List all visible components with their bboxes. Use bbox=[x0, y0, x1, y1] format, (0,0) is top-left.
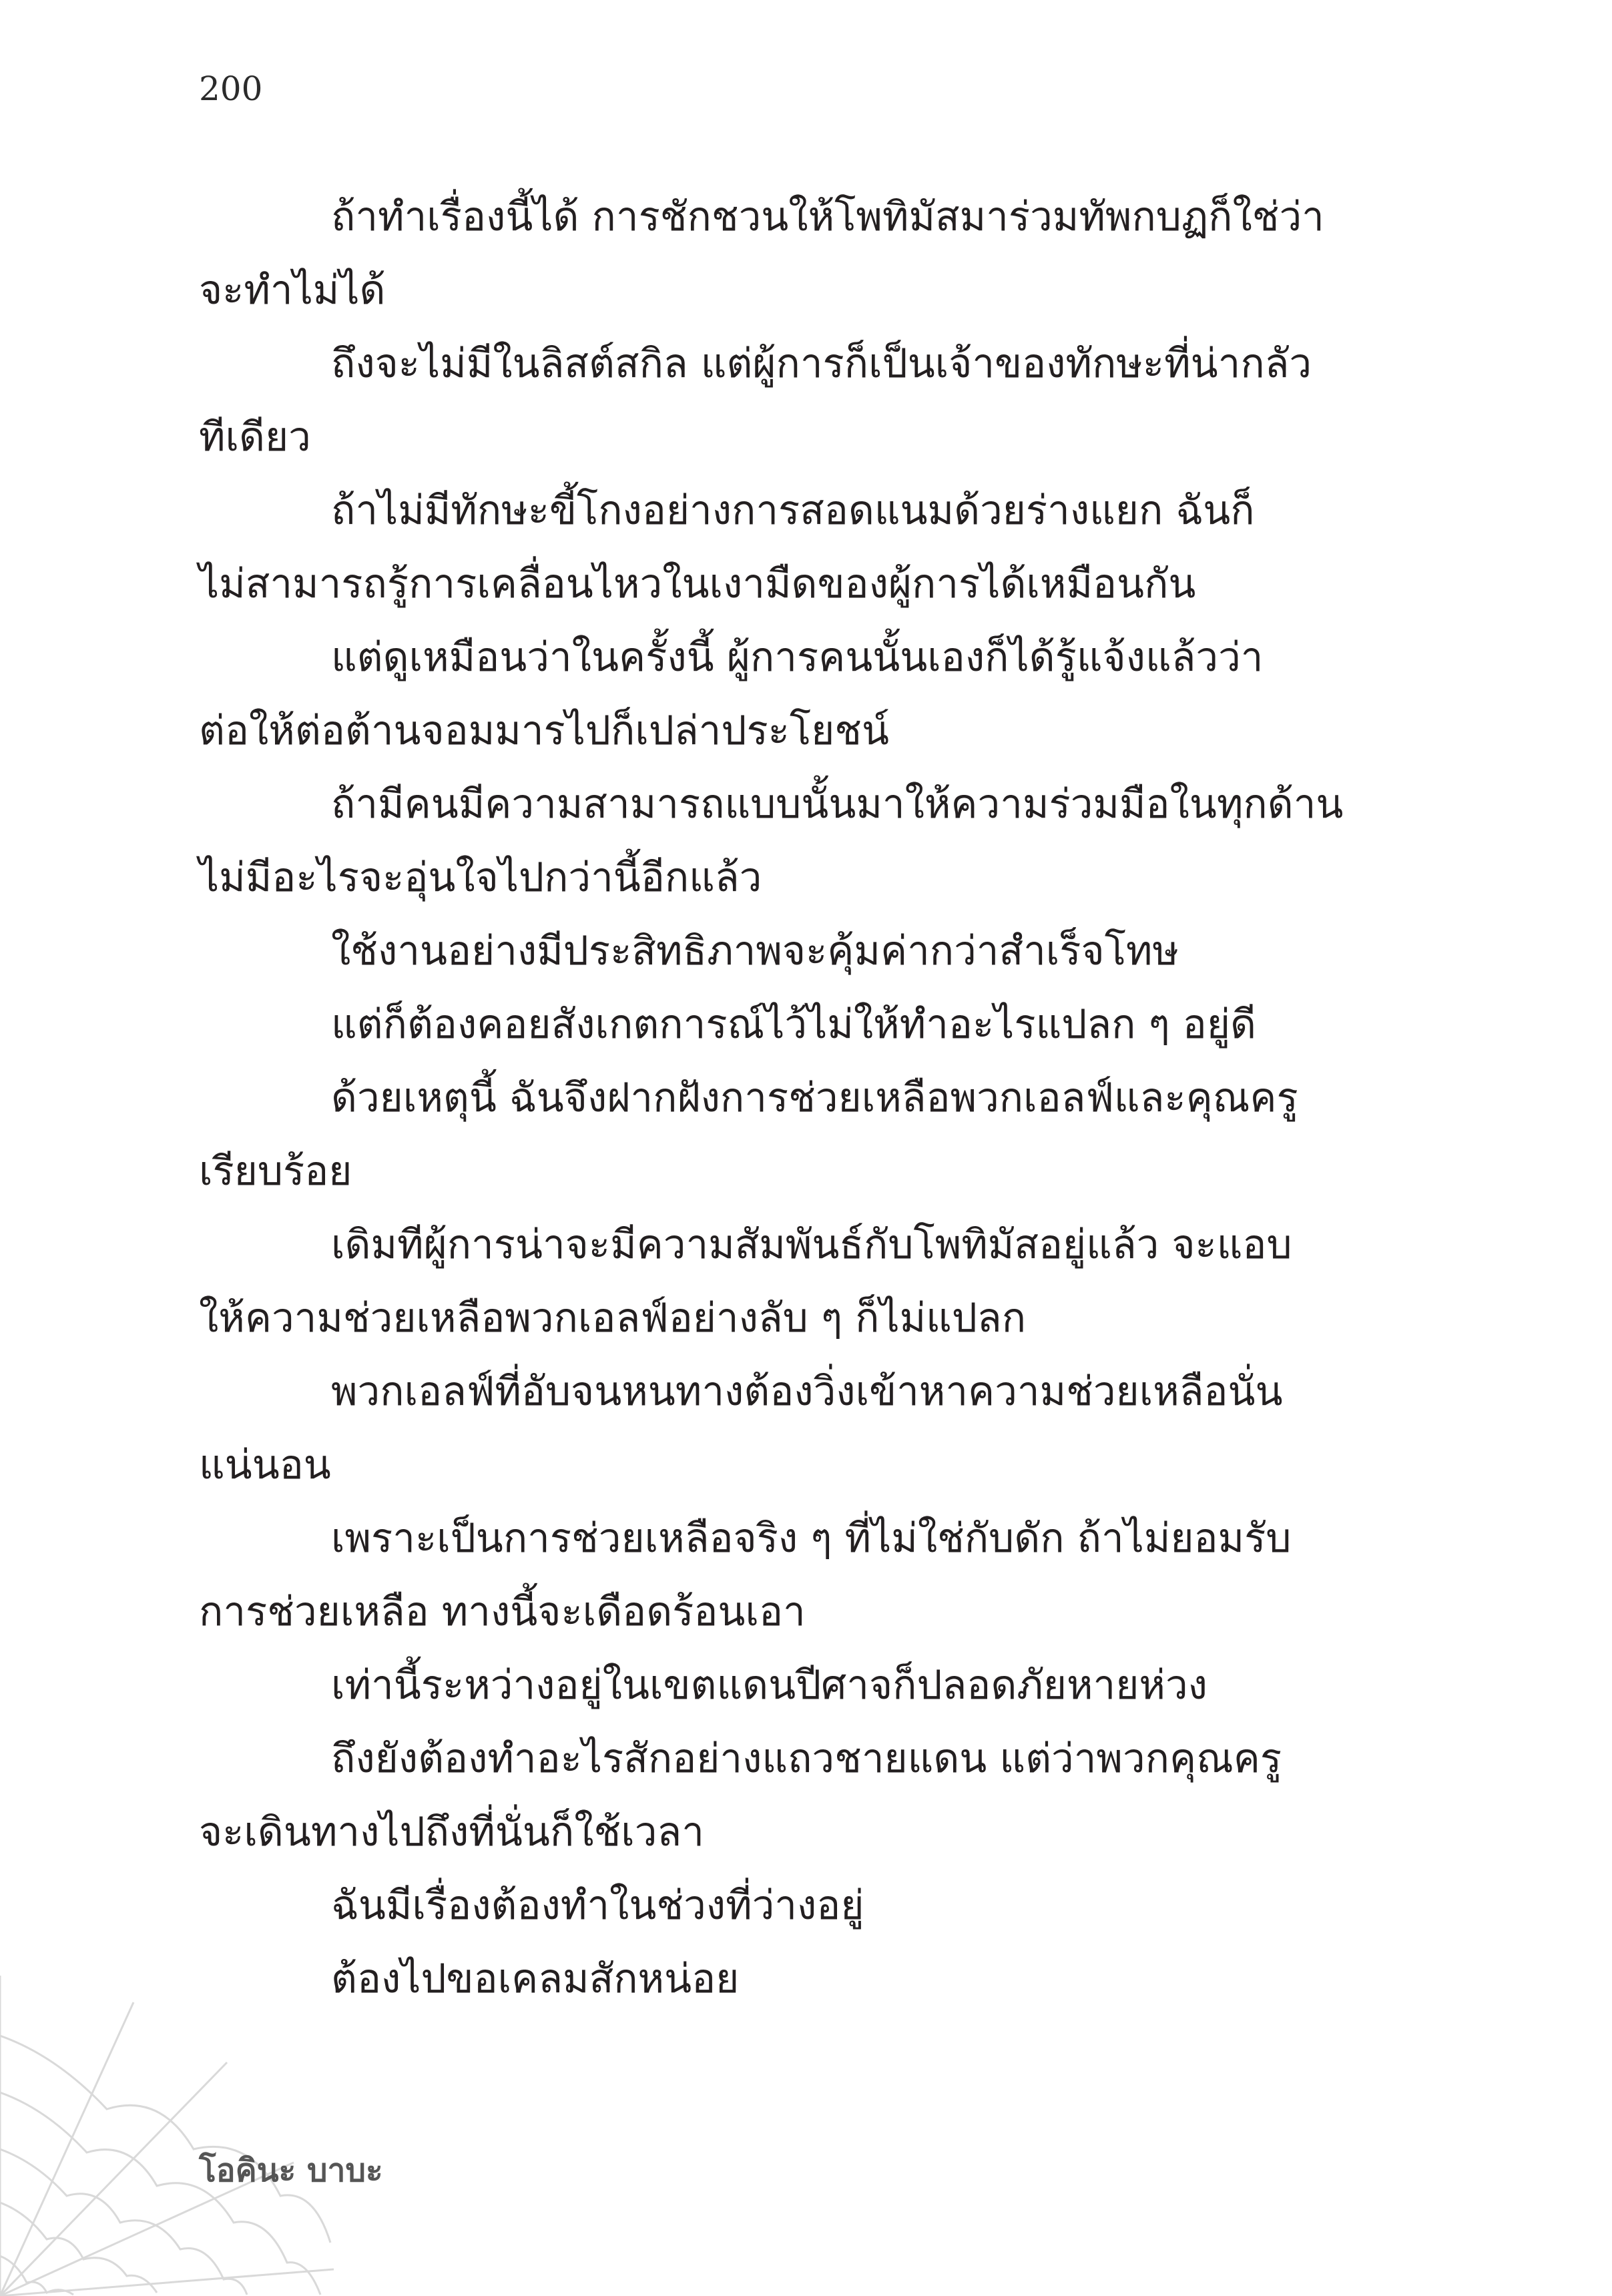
text-line: จะเดินทางไปถึงที่นั่นก็ใช้เวลา bbox=[199, 1809, 704, 1855]
text-line: ถึงจะไม่มีในลิสต์สกิล แต่ผู้การก็เป็นเจ้าของทักษะที่น่ากลัว bbox=[331, 340, 1312, 387]
text-line: การช่วยเหลือ ทางนี้จะเดือดร้อนเอา bbox=[199, 1589, 806, 1635]
text-line: เท่านี้ระหว่างอยู่ในเขตแดนปีศาจก็ปลอดภัยหายห่วง bbox=[331, 1662, 1207, 1709]
text-line: เรียบร้อย bbox=[199, 1148, 352, 1195]
text-line: ถ้าทำเรื่องนี้ได้ การชักชวนให้โพทิมัสมาร่วมทัพกบฏก็ใช่ว่า bbox=[331, 194, 1324, 240]
text-line: ไม่มีอะไรจะอุ่นใจไปกว่านี้อีกแล้ว bbox=[199, 854, 762, 901]
text-line: ถ้ามีคนมีความสามารถแบบนั้นมาให้ความร่วมมือในทุกด้าน bbox=[331, 781, 1344, 828]
text-line: เพราะเป็นการช่วยเหลือจริง ๆ ที่ไม่ใช่กับดัก ถ้าไม่ยอมรับ bbox=[331, 1515, 1292, 1562]
text-line: ฉันมีเรื่องต้องทำในช่วงที่ว่างอยู่ bbox=[331, 1882, 864, 1929]
text-line: แต่ดูเหมือนว่าในครั้งนี้ ผู้การคนนั้นเองก็ได้รู้แจ้งแล้วว่า bbox=[331, 634, 1264, 681]
text-line: ด้วยเหตุนี้ ฉันจึงฝากฝังการช่วยเหลือพวกเอลฟ์และคุณครู bbox=[331, 1075, 1298, 1121]
text-line: ใช้งานอย่างมีประสิทธิภาพจะคุ้มค่ากว่าสำเร็จโทษ bbox=[331, 928, 1179, 974]
text-line: แต่ก็ต้องคอยสังเกตการณ์ไว้ไม่ให้ทำอะไรแปลก ๆ อยู่ดี bbox=[331, 1001, 1256, 1048]
text-line: เดิมทีผู้การน่าจะมีความสัมพันธ์กับโพทิมัสอยู่แล้ว จะแอบ bbox=[331, 1221, 1292, 1268]
text-line: ให้ความช่วยเหลือพวกเอลฟ์อย่างลับ ๆ ก็ไม่แปลก bbox=[199, 1295, 1027, 1342]
spiderweb-decoration-icon bbox=[0, 1949, 347, 2296]
text-line: ถึงยังต้องทำอะไรสักอย่างแถวชายแดน แต่ว่าพวกคุณครู bbox=[331, 1735, 1282, 1782]
page-number: 200 bbox=[199, 69, 263, 108]
text-line: จะทำไม่ได้ bbox=[199, 267, 386, 314]
author-name: โอคินะ บาบะ bbox=[199, 2152, 383, 2189]
text-line: ทีเดียว bbox=[199, 414, 311, 461]
text-line: ต่อให้ต่อต้านจอมมารไปก็เปล่าประโยชน์ bbox=[199, 707, 890, 754]
text-line: พวกเอลฟ์ที่อับจนหนทางต้องวิ่งเข้าหาความช่วยเหลือนั่น bbox=[331, 1368, 1283, 1415]
text-line: ต้องไปขอเคลมสักหน่อย bbox=[331, 1956, 740, 2002]
text-line: ถ้าไม่มีทักษะขี้โกงอย่างการสอดแนมด้วยร่างแยก ฉันก็ bbox=[331, 487, 1255, 534]
body-text bbox=[199, 180, 1406, 2016]
text-line: ไม่สามารถรู้การเคลื่อนไหวในเงามืดของผู้การได้เหมือนกัน bbox=[199, 561, 1196, 607]
text-line: แน่นอน bbox=[199, 1442, 331, 1488]
